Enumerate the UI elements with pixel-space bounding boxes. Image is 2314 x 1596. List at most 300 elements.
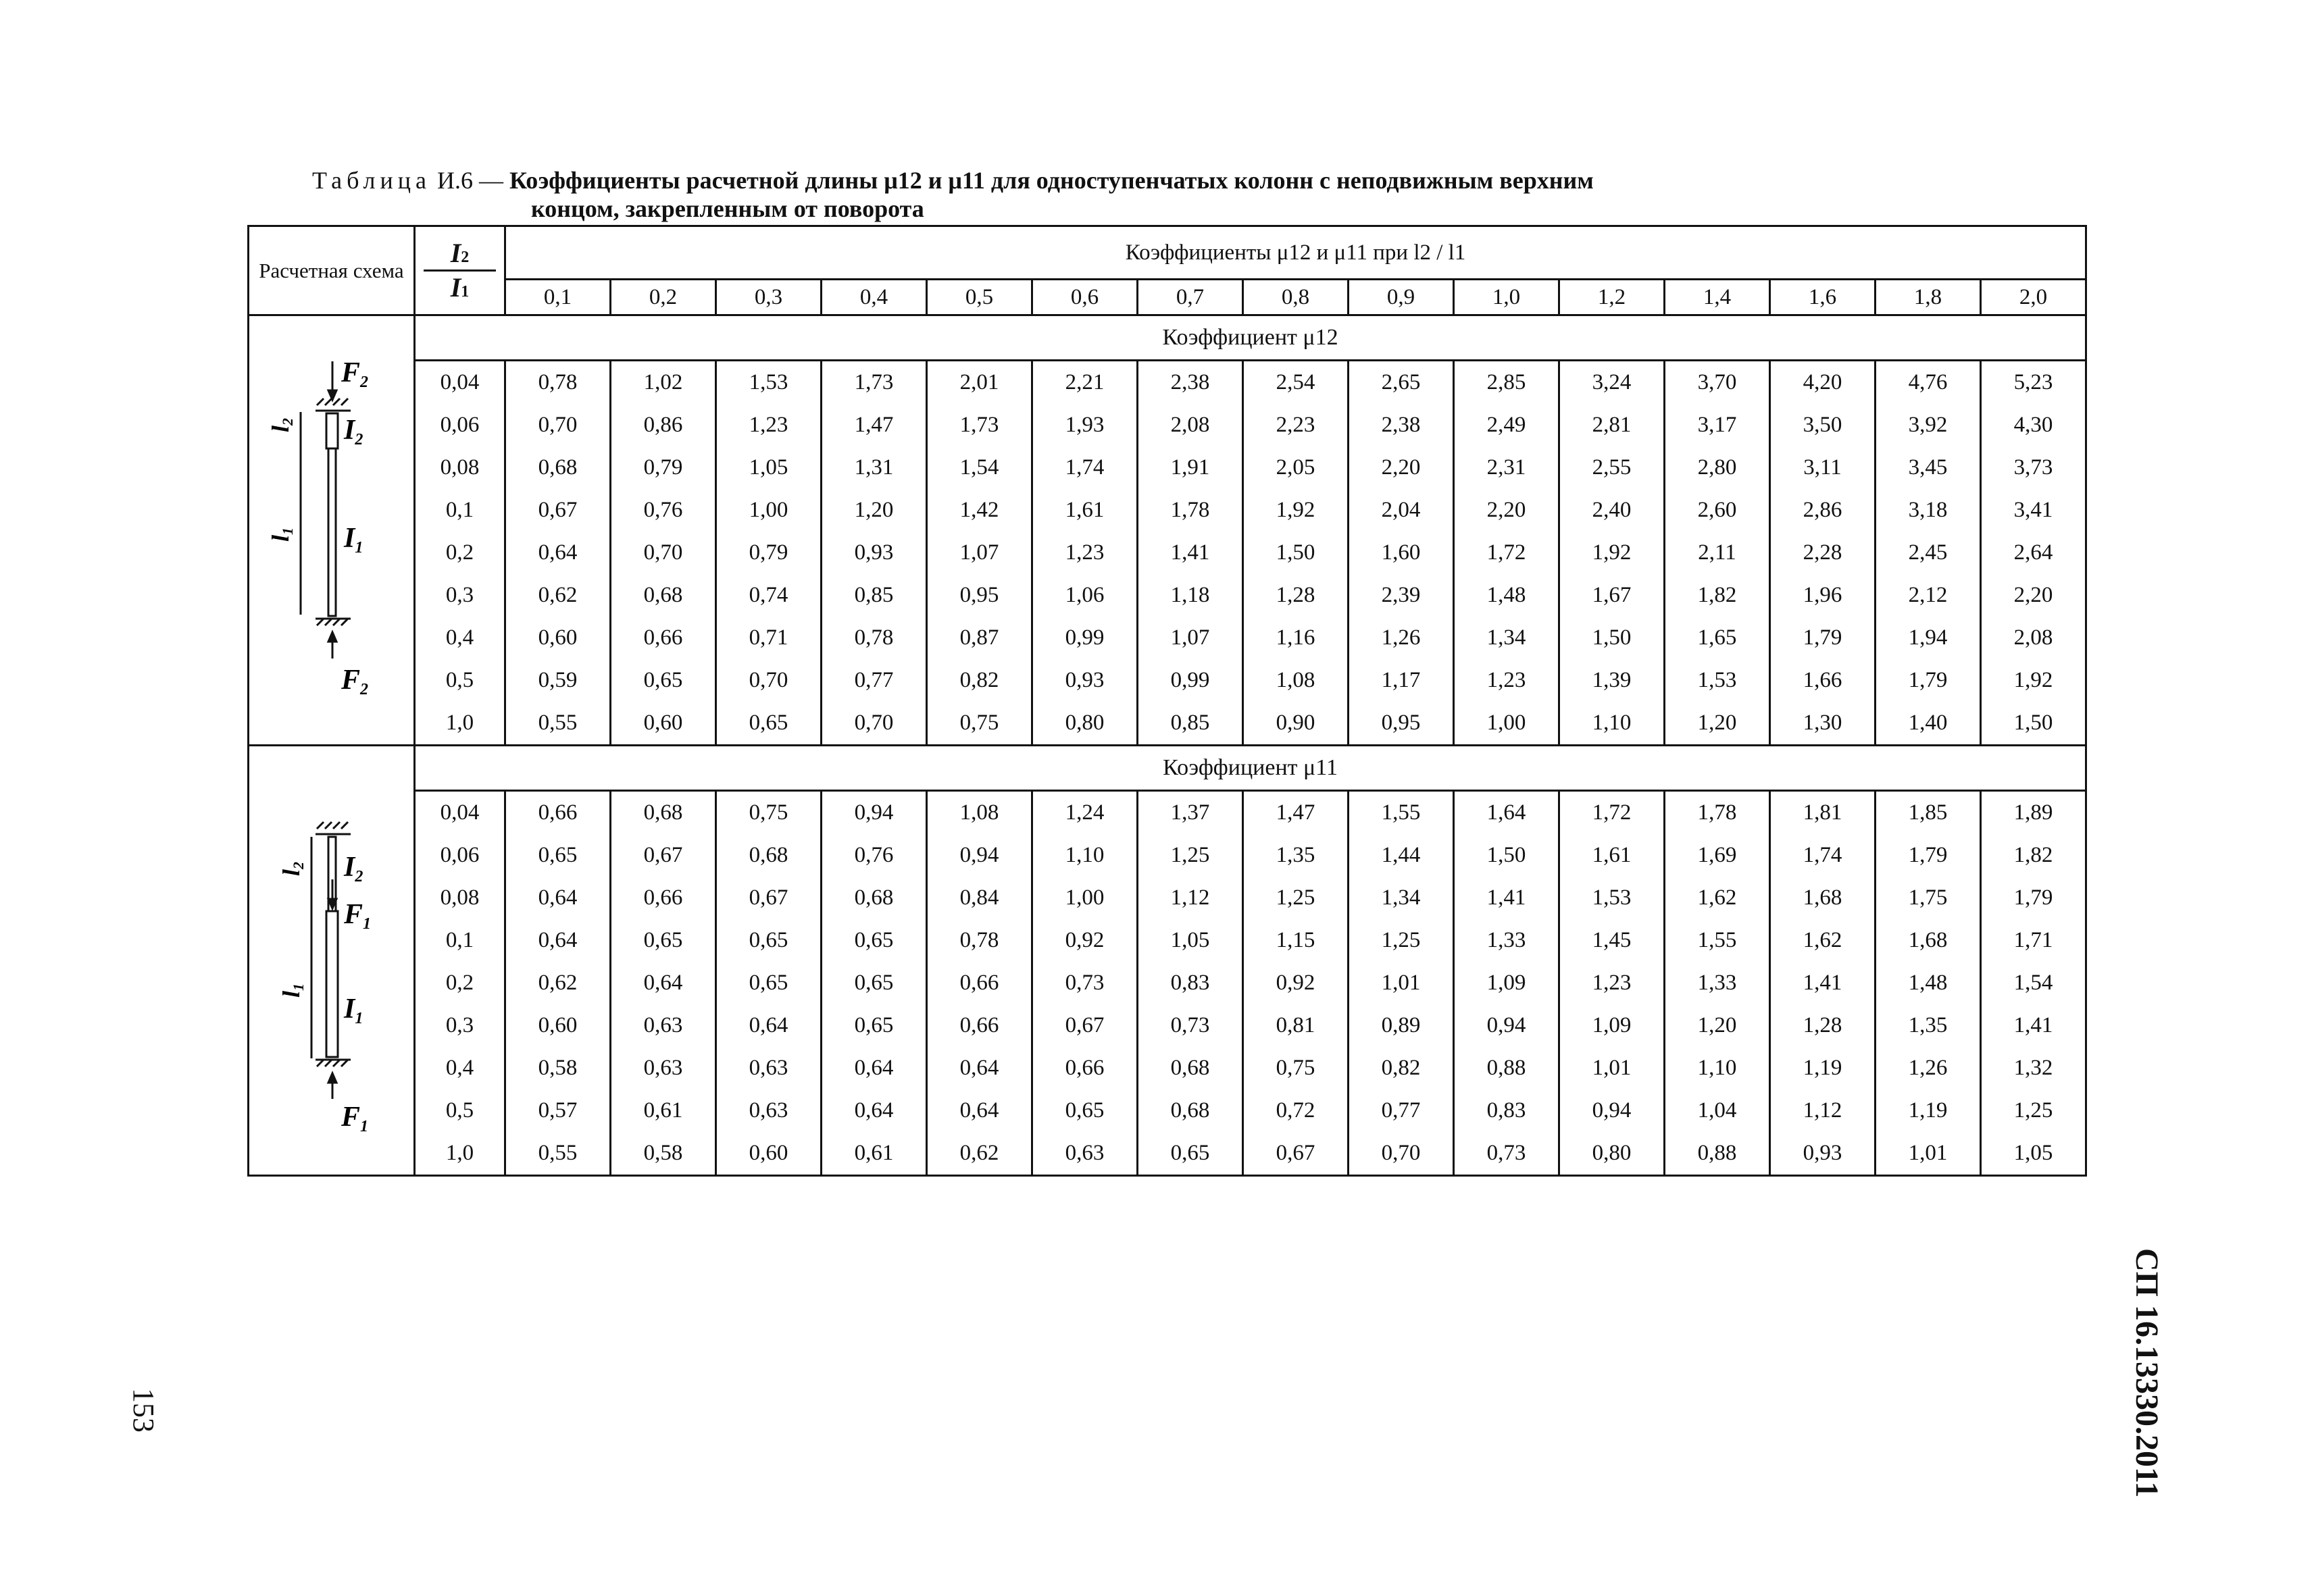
value-cell: 1,08 — [1243, 659, 1349, 702]
value-cell: 1,78 — [1665, 791, 1770, 835]
value-cell: 1,47 — [1243, 791, 1349, 835]
section-title-row — [249, 746, 2086, 791]
value-cell: 3,45 — [1876, 446, 1981, 489]
value-cell: 0,70 — [716, 659, 822, 702]
value-cell: 0,89 — [1349, 1004, 1454, 1047]
value-cell: 0,67 — [1032, 1004, 1138, 1047]
section-title: Коэффициент μ12 — [415, 315, 2086, 361]
value-cell: 1,40 — [1876, 702, 1981, 746]
value-cell: 0,60 — [611, 702, 716, 746]
table-row — [249, 489, 2086, 532]
value-cell: 1,92 — [1559, 532, 1665, 574]
value-cell: 1,72 — [1559, 791, 1665, 835]
scheme-cell-section-0 — [249, 315, 415, 746]
value-cell: 1,25 — [1243, 877, 1349, 919]
value-cell: 1,10 — [1665, 1047, 1770, 1089]
value-cell: 0,94 — [1454, 1004, 1559, 1047]
table-row — [249, 834, 2086, 877]
value-cell: 0,65 — [822, 962, 927, 1004]
value-cell: 2,20 — [1981, 574, 2086, 617]
table-row — [249, 1089, 2086, 1132]
value-cell: 1,82 — [1665, 574, 1770, 617]
value-cell: 0,68 — [1138, 1047, 1243, 1089]
value-cell: 0,83 — [1138, 962, 1243, 1004]
table-row — [249, 702, 2086, 746]
value-cell: 0,65 — [611, 919, 716, 962]
value-cell: 0,66 — [611, 617, 716, 659]
caption-title-line2: концом, закрепленным от поворота — [531, 195, 924, 222]
ratio-cell: 0,3 — [415, 574, 505, 617]
value-cell: 1,19 — [1876, 1089, 1981, 1132]
table-header-row — [249, 226, 2086, 280]
value-cell: 1,25 — [1981, 1089, 2086, 1132]
value-cell: 0,92 — [1032, 919, 1138, 962]
value-cell: 1,19 — [1770, 1047, 1876, 1089]
table-row — [249, 919, 2086, 962]
value-cell: 1,68 — [1770, 877, 1876, 919]
value-cell: 0,72 — [1243, 1089, 1349, 1132]
length-ratio-col-12: 1,6 — [1770, 280, 1876, 315]
value-cell: 0,65 — [716, 919, 822, 962]
table-caption — [312, 166, 2069, 223]
value-cell: 0,55 — [505, 702, 611, 746]
section-title: Коэффициент μ11 — [415, 746, 2086, 791]
table-row — [249, 574, 2086, 617]
value-cell: 0,79 — [716, 532, 822, 574]
scheme-force-bottom: F1 — [341, 1102, 369, 1135]
value-cell: 1,74 — [1770, 834, 1876, 877]
value-cell: 1,39 — [1559, 659, 1665, 702]
value-cell: 0,70 — [505, 404, 611, 446]
value-cell: 5,23 — [1981, 361, 2086, 405]
value-cell: 0,77 — [1349, 1089, 1454, 1132]
value-cell: 0,64 — [505, 532, 611, 574]
value-cell: 2,23 — [1243, 404, 1349, 446]
value-cell: 0,61 — [611, 1089, 716, 1132]
value-cell: 1,96 — [1770, 574, 1876, 617]
value-cell: 1,72 — [1454, 532, 1559, 574]
value-cell: 1,92 — [1243, 489, 1349, 532]
scheme-mu11-diagram — [249, 761, 416, 1160]
value-cell: 2,05 — [1243, 446, 1349, 489]
value-cell: 1,48 — [1876, 962, 1981, 1004]
section-title-row — [249, 315, 2086, 361]
value-cell: 3,11 — [1770, 446, 1876, 489]
value-cell: 0,63 — [716, 1047, 822, 1089]
value-cell: 0,95 — [1349, 702, 1454, 746]
value-cell: 2,45 — [1876, 532, 1981, 574]
scheme-length-lower: l1 — [267, 527, 296, 542]
value-cell: 1,01 — [1876, 1132, 1981, 1176]
value-cell: 0,86 — [611, 404, 716, 446]
length-ratio-col-13: 1,8 — [1876, 280, 1981, 315]
value-cell: 2,86 — [1770, 489, 1876, 532]
value-cell: 0,93 — [1032, 659, 1138, 702]
value-cell: 1,35 — [1876, 1004, 1981, 1047]
value-cell: 1,35 — [1243, 834, 1349, 877]
value-cell: 1,10 — [1559, 702, 1665, 746]
value-cell: 1,81 — [1770, 791, 1876, 835]
value-cell: 1,50 — [1559, 617, 1665, 659]
document-code: СП 16.13330.2011 — [2129, 1248, 2165, 1498]
value-cell: 2,04 — [1349, 489, 1454, 532]
value-cell: 0,64 — [822, 1047, 927, 1089]
value-cell: 0,75 — [927, 702, 1032, 746]
value-cell: 1,79 — [1981, 877, 2086, 919]
scheme-length-upper: l2 — [267, 417, 296, 432]
value-cell: 0,60 — [716, 1132, 822, 1176]
table-row — [249, 1047, 2086, 1089]
caption-dash: — — [478, 167, 503, 194]
scheme-moment-lower: I1 — [344, 994, 363, 1027]
value-cell: 0,73 — [1032, 962, 1138, 1004]
value-cell: 2,39 — [1349, 574, 1454, 617]
table-row — [249, 404, 2086, 446]
scheme-moment-upper: I2 — [344, 852, 363, 885]
page-number: 153 — [127, 1388, 160, 1433]
value-cell: 0,93 — [1770, 1132, 1876, 1176]
value-cell: 1,12 — [1138, 877, 1243, 919]
value-cell: 1,00 — [1454, 702, 1559, 746]
value-cell: 0,66 — [927, 962, 1032, 1004]
ratio-cell: 0,2 — [415, 532, 505, 574]
scheme-force-mid: F1 — [344, 899, 372, 933]
value-cell: 0,68 — [505, 446, 611, 489]
ratio-cell: 1,0 — [415, 1132, 505, 1176]
scheme-force-bottom: F2 — [341, 665, 369, 698]
value-cell: 1,24 — [1032, 791, 1138, 835]
value-cell: 4,30 — [1981, 404, 2086, 446]
value-cell: 1,23 — [716, 404, 822, 446]
value-cell: 2,31 — [1454, 446, 1559, 489]
value-cell: 1,42 — [927, 489, 1032, 532]
value-cell: 0,80 — [1032, 702, 1138, 746]
value-cell: 1,25 — [1138, 834, 1243, 877]
value-cell: 1,55 — [1349, 791, 1454, 835]
value-cell: 0,66 — [505, 791, 611, 835]
value-cell: 1,79 — [1876, 834, 1981, 877]
value-cell: 1,50 — [1243, 532, 1349, 574]
scheme-moment-upper: I2 — [344, 415, 363, 448]
value-cell: 1,30 — [1770, 702, 1876, 746]
value-cell: 0,68 — [611, 791, 716, 835]
value-cell: 1,28 — [1770, 1004, 1876, 1047]
value-cell: 1,41 — [1770, 962, 1876, 1004]
value-cell: 1,23 — [1032, 532, 1138, 574]
value-cell: 1,50 — [1981, 702, 2086, 746]
value-cell: 1,89 — [1981, 791, 2086, 835]
ratio-cell: 0,08 — [415, 877, 505, 919]
scheme-force-top: F2 — [341, 357, 369, 391]
value-cell: 0,63 — [611, 1004, 716, 1047]
length-ratio-col-9: 1,0 — [1454, 280, 1559, 315]
value-cell: 0,64 — [716, 1004, 822, 1047]
scheme-mu12-diagram — [249, 331, 416, 729]
scheme-cell-section-1 — [249, 746, 415, 1176]
value-cell: 3,18 — [1876, 489, 1981, 532]
caption-number: И.6 — [436, 167, 473, 194]
value-cell: 1,32 — [1981, 1047, 2086, 1089]
value-cell: 0,75 — [1243, 1047, 1349, 1089]
ratio-cell: 0,4 — [415, 617, 505, 659]
value-cell: 0,60 — [505, 617, 611, 659]
value-cell: 2,54 — [1243, 361, 1349, 405]
value-cell: 1,34 — [1349, 877, 1454, 919]
value-cell: 0,65 — [1032, 1089, 1138, 1132]
value-cell: 2,65 — [1349, 361, 1454, 405]
value-cell: 1,75 — [1876, 877, 1981, 919]
value-cell: 2,64 — [1981, 532, 2086, 574]
value-cell: 0,64 — [927, 1047, 1032, 1089]
value-cell: 2,60 — [1665, 489, 1770, 532]
value-cell: 1,09 — [1559, 1004, 1665, 1047]
value-cell: 3,50 — [1770, 404, 1876, 446]
table-row — [249, 361, 2086, 405]
value-cell: 0,62 — [505, 574, 611, 617]
value-cell: 0,62 — [505, 962, 611, 1004]
value-cell: 2,20 — [1454, 489, 1559, 532]
ratio-cell: 0,5 — [415, 1089, 505, 1132]
value-cell: 2,12 — [1876, 574, 1981, 617]
value-cell: 1,02 — [611, 361, 716, 405]
ratio-cell: 0,2 — [415, 962, 505, 1004]
value-cell: 1,85 — [1876, 791, 1981, 835]
value-cell: 2,21 — [1032, 361, 1138, 405]
value-cell: 0,60 — [505, 1004, 611, 1047]
value-cell: 0,81 — [1243, 1004, 1349, 1047]
value-cell: 1,44 — [1349, 834, 1454, 877]
value-cell: 1,05 — [1138, 919, 1243, 962]
value-cell: 1,28 — [1243, 574, 1349, 617]
value-cell: 0,65 — [716, 962, 822, 1004]
value-cell: 1,18 — [1138, 574, 1243, 617]
value-cell: 1,53 — [1665, 659, 1770, 702]
value-cell: 1,50 — [1454, 834, 1559, 877]
length-ratio-col-3: 0,4 — [822, 280, 927, 315]
ratio-cell: 0,1 — [415, 919, 505, 962]
value-cell: 1,54 — [1981, 962, 2086, 1004]
value-cell: 2,81 — [1559, 404, 1665, 446]
value-cell: 2,08 — [1138, 404, 1243, 446]
value-cell: 1,20 — [822, 489, 927, 532]
value-cell: 0,88 — [1665, 1132, 1770, 1176]
value-cell: 1,05 — [1981, 1132, 2086, 1176]
length-ratio-col-14: 2,0 — [1981, 280, 2086, 315]
value-cell: 3,73 — [1981, 446, 2086, 489]
value-cell: 1,10 — [1032, 834, 1138, 877]
value-cell: 1,37 — [1138, 791, 1243, 835]
table-row — [249, 1132, 2086, 1176]
value-cell: 1,08 — [927, 791, 1032, 835]
ratio-cell: 0,04 — [415, 361, 505, 405]
value-cell: 0,78 — [927, 919, 1032, 962]
value-cell: 1,68 — [1876, 919, 1981, 962]
table-row — [249, 532, 2086, 574]
value-cell: 1,55 — [1665, 919, 1770, 962]
value-cell: 1,31 — [822, 446, 927, 489]
value-cell: 0,76 — [822, 834, 927, 877]
value-cell: 1,82 — [1981, 834, 2086, 877]
value-cell: 1,53 — [716, 361, 822, 405]
value-cell: 0,78 — [505, 361, 611, 405]
value-cell: 3,24 — [1559, 361, 1665, 405]
value-cell: 0,65 — [822, 919, 927, 962]
scheme-length-upper: l2 — [278, 861, 307, 876]
value-cell: 1,67 — [1559, 574, 1665, 617]
value-cell: 0,65 — [822, 1004, 927, 1047]
value-cell: 0,90 — [1243, 702, 1349, 746]
value-cell: 0,65 — [611, 659, 716, 702]
scheme-moment-lower: I1 — [344, 523, 363, 557]
value-cell: 0,61 — [822, 1132, 927, 1176]
length-ratio-col-4: 0,5 — [927, 280, 1032, 315]
value-cell: 1,01 — [1559, 1047, 1665, 1089]
caption-title-line1: Коэффициенты расчетной длины μ12 и μ11 для одноступенчатых колонн с неподвижным верхним — [509, 167, 1594, 194]
value-cell: 0,99 — [1138, 659, 1243, 702]
value-cell: 0,62 — [927, 1132, 1032, 1176]
value-cell: 1,41 — [1454, 877, 1559, 919]
length-ratio-col-10: 1,2 — [1559, 280, 1665, 315]
ratio-header — [415, 226, 505, 315]
value-cell: 1,92 — [1981, 659, 2086, 702]
ratio-cell: 0,4 — [415, 1047, 505, 1089]
length-ratio-col-11: 1,4 — [1665, 280, 1770, 315]
table-row — [249, 446, 2086, 489]
value-cell: 3,41 — [1981, 489, 2086, 532]
value-cell: 0,59 — [505, 659, 611, 702]
value-cell: 2,08 — [1981, 617, 2086, 659]
value-cell: 1,05 — [716, 446, 822, 489]
value-cell: 0,58 — [611, 1132, 716, 1176]
value-cell: 1,23 — [1559, 962, 1665, 1004]
value-cell: 2,20 — [1349, 446, 1454, 489]
value-cell: 0,68 — [716, 834, 822, 877]
ratio-cell: 0,04 — [415, 791, 505, 835]
value-cell: 1,93 — [1032, 404, 1138, 446]
length-ratio-col-7: 0,8 — [1243, 280, 1349, 315]
value-cell: 0,67 — [1243, 1132, 1349, 1176]
value-cell: 0,83 — [1454, 1089, 1559, 1132]
value-cell: 0,63 — [611, 1047, 716, 1089]
value-cell: 1,00 — [1032, 877, 1138, 919]
value-cell: 1,04 — [1665, 1089, 1770, 1132]
table-row — [249, 877, 2086, 919]
value-cell: 0,73 — [1138, 1004, 1243, 1047]
value-cell: 0,66 — [1032, 1047, 1138, 1089]
value-cell: 2,80 — [1665, 446, 1770, 489]
value-cell: 2,40 — [1559, 489, 1665, 532]
value-cell: 0,67 — [716, 877, 822, 919]
value-cell: 0,76 — [611, 489, 716, 532]
value-cell: 0,64 — [822, 1089, 927, 1132]
value-cell: 1,41 — [1138, 532, 1243, 574]
value-cell: 1,01 — [1349, 962, 1454, 1004]
value-cell: 1,47 — [822, 404, 927, 446]
value-cell: 1,54 — [927, 446, 1032, 489]
value-cell: 0,95 — [927, 574, 1032, 617]
ratio-cell: 0,1 — [415, 489, 505, 532]
value-cell: 0,79 — [611, 446, 716, 489]
value-cell: 0,80 — [1559, 1132, 1665, 1176]
value-cell: 0,85 — [1138, 702, 1243, 746]
length-ratio-col-8: 0,9 — [1349, 280, 1454, 315]
value-cell: 2,38 — [1349, 404, 1454, 446]
ratio-cell: 1,0 — [415, 702, 505, 746]
value-cell: 1,78 — [1138, 489, 1243, 532]
length-ratio-row — [249, 280, 2086, 315]
value-cell: 1,26 — [1876, 1047, 1981, 1089]
value-cell: 0,70 — [611, 532, 716, 574]
value-cell: 0,67 — [505, 489, 611, 532]
value-cell: 1,73 — [822, 361, 927, 405]
value-cell: 1,12 — [1770, 1089, 1876, 1132]
value-cell: 1,00 — [716, 489, 822, 532]
value-cell: 0,77 — [822, 659, 927, 702]
value-cell: 1,94 — [1876, 617, 1981, 659]
value-cell: 0,65 — [1138, 1132, 1243, 1176]
value-cell: 1,71 — [1981, 919, 2086, 962]
value-cell: 0,82 — [927, 659, 1032, 702]
ratio-cell: 0,06 — [415, 404, 505, 446]
value-cell: 0,64 — [611, 962, 716, 1004]
value-cell: 0,65 — [505, 834, 611, 877]
value-cell: 1,62 — [1665, 877, 1770, 919]
value-cell: 1,25 — [1349, 919, 1454, 962]
value-cell: 0,68 — [611, 574, 716, 617]
value-cell: 0,55 — [505, 1132, 611, 1176]
table-row — [249, 791, 2086, 835]
value-cell: 1,07 — [927, 532, 1032, 574]
value-cell: 2,85 — [1454, 361, 1559, 405]
value-cell: 1,41 — [1981, 1004, 2086, 1047]
coefficient-header: Коэффициенты μ12 и μ11 при l2 / l1 — [505, 226, 2086, 280]
value-cell: 0,64 — [505, 919, 611, 962]
value-cell: 1,66 — [1770, 659, 1876, 702]
value-cell: 1,69 — [1665, 834, 1770, 877]
value-cell: 2,01 — [927, 361, 1032, 405]
value-cell: 0,87 — [927, 617, 1032, 659]
scheme-header: Расчетная схема — [249, 226, 415, 315]
value-cell: 1,26 — [1349, 617, 1454, 659]
value-cell: 1,91 — [1138, 446, 1243, 489]
value-cell: 1,61 — [1032, 489, 1138, 532]
value-cell: 1,20 — [1665, 702, 1770, 746]
value-cell: 0,94 — [927, 834, 1032, 877]
length-ratio-col-5: 0,6 — [1032, 280, 1138, 315]
coefficient-table — [247, 225, 2087, 1177]
length-ratio-col-6: 0,7 — [1138, 280, 1243, 315]
length-ratio-col-0: 0,1 — [505, 280, 611, 315]
value-cell: 1,64 — [1454, 791, 1559, 835]
value-cell: 1,33 — [1665, 962, 1770, 1004]
ratio-cell: 0,08 — [415, 446, 505, 489]
value-cell: 1,65 — [1665, 617, 1770, 659]
value-cell: 0,82 — [1349, 1047, 1454, 1089]
scheme-length-lower: l1 — [278, 983, 307, 998]
value-cell: 1,17 — [1349, 659, 1454, 702]
value-cell: 0,68 — [822, 877, 927, 919]
value-cell: 0,75 — [716, 791, 822, 835]
value-cell: 0,63 — [1032, 1132, 1138, 1176]
value-cell: 1,33 — [1454, 919, 1559, 962]
value-cell: 0,65 — [716, 702, 822, 746]
table-row — [249, 1004, 2086, 1047]
value-cell: 1,79 — [1770, 617, 1876, 659]
value-cell: 0,74 — [716, 574, 822, 617]
value-cell: 0,94 — [1559, 1089, 1665, 1132]
table-row — [249, 617, 2086, 659]
value-cell: 1,60 — [1349, 532, 1454, 574]
